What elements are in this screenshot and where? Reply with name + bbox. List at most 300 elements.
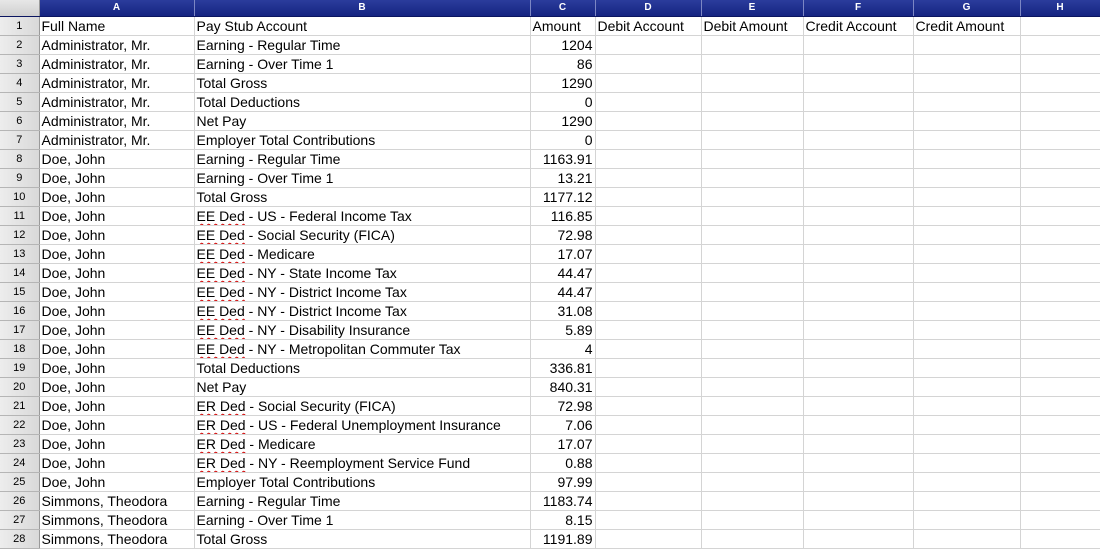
cell-empty[interactable] [701, 511, 803, 530]
row-header[interactable]: 12 [0, 226, 39, 245]
cell-empty[interactable] [595, 264, 701, 283]
select-all-corner[interactable] [0, 0, 39, 17]
cell-full-name[interactable]: Doe, John [39, 359, 194, 378]
row-header[interactable]: 24 [0, 454, 39, 473]
cell-header-credit-amount[interactable]: Credit Amount [913, 17, 1020, 36]
cell-empty[interactable] [701, 416, 803, 435]
cell-empty[interactable] [1020, 378, 1100, 397]
account-text: - Social Security (FICA) [244, 227, 395, 243]
cell-empty[interactable] [701, 93, 803, 112]
cell-empty[interactable] [803, 378, 913, 397]
cell-amount[interactable]: 1191.89 [530, 530, 595, 549]
table-row [0, 454, 1100, 473]
cell-amount[interactable]: 17.07 [530, 435, 595, 454]
table-row [0, 492, 1100, 511]
cell-pay-stub-account[interactable]: Total Gross [194, 74, 530, 93]
cell-empty[interactable] [1020, 245, 1100, 264]
row-header[interactable]: 18 [0, 340, 39, 359]
column-header-e[interactable]: E [701, 0, 803, 17]
cell-amount[interactable]: 1204 [530, 36, 595, 55]
row-header[interactable]: 27 [0, 511, 39, 530]
spellcheck-word: ER Ded [196, 455, 246, 471]
row-header[interactable]: 1 [0, 17, 39, 36]
cell-empty[interactable] [1020, 511, 1100, 530]
cell-empty[interactable] [1020, 55, 1100, 74]
cell-empty[interactable] [701, 150, 803, 169]
cell-empty[interactable] [913, 492, 1020, 511]
cell-header-debit-amount[interactable]: Debit Amount [701, 17, 803, 36]
row-header[interactable]: 4 [0, 74, 39, 93]
cell-full-name[interactable]: Doe, John [39, 226, 194, 245]
cell-empty[interactable] [803, 207, 913, 226]
cell-empty[interactable] [913, 435, 1020, 454]
cell-pay-stub-account[interactable]: Net Pay [194, 112, 530, 131]
account-text: - NY - State Income Tax [244, 265, 397, 281]
cell-amount[interactable]: 4 [530, 340, 595, 359]
cell-amount[interactable]: 0 [530, 93, 595, 112]
cell-empty[interactable] [803, 359, 913, 378]
cell-amount[interactable]: 72.98 [530, 226, 595, 245]
cell-empty[interactable] [701, 169, 803, 188]
cell-amount[interactable]: 0.88 [530, 454, 595, 473]
cell-empty[interactable] [595, 302, 701, 321]
cell-amount[interactable]: 44.47 [530, 264, 595, 283]
cell-empty[interactable] [1020, 112, 1100, 131]
cell-empty[interactable] [803, 264, 913, 283]
column-header-g[interactable]: G [913, 0, 1020, 17]
cell-pay-stub-account[interactable]: Total Deductions [194, 93, 530, 112]
cell-empty[interactable] [1020, 169, 1100, 188]
cell-empty[interactable] [595, 416, 701, 435]
cell-header-pay-stub-account[interactable]: Pay Stub Account [194, 17, 530, 36]
cell-pay-stub-account[interactable] [194, 264, 530, 283]
cell-empty[interactable] [1020, 454, 1100, 473]
cell-empty[interactable] [595, 245, 701, 264]
cell-empty[interactable] [913, 245, 1020, 264]
cell-empty[interactable] [913, 55, 1020, 74]
cell-full-name[interactable]: Doe, John [39, 416, 194, 435]
cell-empty[interactable] [701, 302, 803, 321]
cell-full-name[interactable]: Doe, John [39, 207, 194, 226]
cell-amount[interactable]: 0 [530, 131, 595, 150]
cell-empty[interactable] [803, 302, 913, 321]
cell-empty[interactable] [1020, 397, 1100, 416]
cell-empty[interactable] [595, 321, 701, 340]
table-row [0, 321, 1100, 340]
cell-empty[interactable] [595, 207, 701, 226]
cell-pay-stub-account[interactable] [194, 321, 530, 340]
table-row [0, 283, 1100, 302]
cell-pay-stub-account[interactable]: Earning - Over Time 1 [194, 511, 530, 530]
cell-empty[interactable] [913, 378, 1020, 397]
cell-empty[interactable] [913, 226, 1020, 245]
cell-empty[interactable] [701, 378, 803, 397]
table-row [0, 36, 1100, 55]
cell-empty[interactable] [913, 454, 1020, 473]
cell-header-full-name[interactable]: Full Name [39, 17, 194, 36]
cell-empty[interactable] [701, 207, 803, 226]
cell-empty[interactable] [803, 169, 913, 188]
cell-full-name[interactable]: Simmons, Theodora [39, 530, 194, 549]
cell-empty[interactable] [913, 302, 1020, 321]
cell-empty[interactable] [595, 150, 701, 169]
cell-empty[interactable] [701, 112, 803, 131]
cell-full-name[interactable]: Doe, John [39, 473, 194, 492]
cell-empty[interactable] [1020, 340, 1100, 359]
cell-empty[interactable] [803, 245, 913, 264]
cell-empty[interactable] [595, 36, 701, 55]
row-header[interactable]: 11 [0, 207, 39, 226]
column-header-h[interactable]: H [1020, 0, 1100, 17]
cell-pay-stub-account[interactable]: Total Deductions [194, 359, 530, 378]
row-header[interactable]: 14 [0, 264, 39, 283]
spellcheck-word: EE Ded [196, 322, 245, 338]
cell-full-name[interactable]: Administrator, Mr. [39, 93, 194, 112]
cell-pay-stub-account[interactable] [194, 302, 530, 321]
table-row [0, 530, 1100, 549]
cell-pay-stub-account[interactable]: Earning - Over Time 1 [194, 55, 530, 74]
spellcheck-word: EE Ded [196, 284, 245, 300]
cell-empty[interactable] [803, 150, 913, 169]
cell-empty[interactable] [701, 74, 803, 93]
cell-empty[interactable] [701, 435, 803, 454]
cell-full-name[interactable]: Doe, John [39, 150, 194, 169]
spellcheck-word: ER Ded [196, 436, 246, 452]
cell-full-name[interactable]: Doe, John [39, 188, 194, 207]
cell-empty[interactable] [803, 511, 913, 530]
cell-empty[interactable] [595, 131, 701, 150]
cell-full-name[interactable]: Doe, John [39, 169, 194, 188]
cell-empty[interactable] [803, 321, 913, 340]
column-header-row [0, 0, 1100, 17]
cell-empty[interactable] [913, 188, 1020, 207]
table-row [0, 17, 1100, 36]
cell-pay-stub-account[interactable] [194, 207, 530, 226]
cell-amount[interactable]: 1163.91 [530, 150, 595, 169]
cell-empty[interactable] [1020, 416, 1100, 435]
cell-amount[interactable]: 336.81 [530, 359, 595, 378]
cell-full-name[interactable]: Doe, John [39, 340, 194, 359]
column-header-d[interactable]: D [595, 0, 701, 17]
cell-pay-stub-account[interactable]: Employer Total Contributions [194, 473, 530, 492]
cell-empty[interactable] [701, 340, 803, 359]
row-header[interactable]: 25 [0, 473, 39, 492]
cell-pay-stub-account[interactable] [194, 435, 530, 454]
cell-empty[interactable] [913, 150, 1020, 169]
cell-pay-stub-account[interactable]: Earning - Regular Time [194, 492, 530, 511]
cell-empty[interactable] [595, 359, 701, 378]
cell-empty[interactable] [803, 473, 913, 492]
cell-empty[interactable] [913, 131, 1020, 150]
cell-empty[interactable] [913, 283, 1020, 302]
cell-empty[interactable] [595, 492, 701, 511]
cell-empty[interactable] [803, 492, 913, 511]
cell-empty[interactable] [1020, 131, 1100, 150]
cell-empty[interactable] [913, 264, 1020, 283]
spellcheck-word: ER Ded [196, 398, 246, 414]
table-row [0, 397, 1100, 416]
cell-pay-stub-account[interactable] [194, 226, 530, 245]
spellcheck-word: EE Ded [196, 246, 245, 262]
cell-empty[interactable] [595, 530, 701, 549]
cell-empty[interactable] [913, 340, 1020, 359]
cell-empty[interactable] [803, 74, 913, 93]
cell-empty[interactable] [595, 435, 701, 454]
cell-empty[interactable] [595, 226, 701, 245]
row-header[interactable]: 21 [0, 397, 39, 416]
cell-full-name[interactable]: Simmons, Theodora [39, 511, 194, 530]
account-text: - US - Federal Unemployment Insurance [245, 417, 501, 433]
cell-pay-stub-account[interactable]: Earning - Regular Time [194, 150, 530, 169]
cell-empty[interactable] [595, 511, 701, 530]
row-header[interactable]: 22 [0, 416, 39, 435]
cell-empty[interactable] [701, 359, 803, 378]
row-header[interactable]: 28 [0, 530, 39, 549]
cell-empty[interactable] [595, 93, 701, 112]
cell-full-name[interactable]: Administrator, Mr. [39, 74, 194, 93]
cell-empty[interactable] [1020, 226, 1100, 245]
cell-full-name[interactable]: Doe, John [39, 397, 194, 416]
cell-amount[interactable]: 1177.12 [530, 188, 595, 207]
cell-empty[interactable] [701, 55, 803, 74]
cell-empty[interactable] [595, 74, 701, 93]
table-row [0, 245, 1100, 264]
cell-empty[interactable] [913, 93, 1020, 112]
cell-empty[interactable] [1020, 492, 1100, 511]
table-row [0, 340, 1100, 359]
cell-empty[interactable] [1020, 17, 1100, 36]
cell-pay-stub-account[interactable] [194, 416, 530, 435]
cell-full-name[interactable]: Administrator, Mr. [39, 131, 194, 150]
cell-empty[interactable] [803, 93, 913, 112]
cell-empty[interactable] [595, 454, 701, 473]
row-header[interactable]: 8 [0, 150, 39, 169]
cell-header-credit-account[interactable]: Credit Account [803, 17, 913, 36]
row-header[interactable]: 23 [0, 435, 39, 454]
cell-empty[interactable] [701, 492, 803, 511]
cell-full-name[interactable]: Doe, John [39, 302, 194, 321]
cell-empty[interactable] [913, 74, 1020, 93]
cell-empty[interactable] [595, 397, 701, 416]
cell-empty[interactable] [595, 283, 701, 302]
cell-empty[interactable] [803, 435, 913, 454]
cell-empty[interactable] [1020, 302, 1100, 321]
cell-empty[interactable] [595, 169, 701, 188]
cell-empty[interactable] [1020, 321, 1100, 340]
cell-amount[interactable]: 97.99 [530, 473, 595, 492]
row-header[interactable]: 20 [0, 378, 39, 397]
cell-amount[interactable]: 840.31 [530, 378, 595, 397]
cell-empty[interactable] [701, 473, 803, 492]
row-header[interactable]: 2 [0, 36, 39, 55]
row-header[interactable]: 3 [0, 55, 39, 74]
table-row [0, 416, 1100, 435]
table-row [0, 264, 1100, 283]
row-header[interactable]: 16 [0, 302, 39, 321]
cell-empty[interactable] [701, 226, 803, 245]
cell-empty[interactable] [803, 340, 913, 359]
cell-empty[interactable] [803, 416, 913, 435]
cell-pay-stub-account[interactable] [194, 340, 530, 359]
cell-full-name[interactable]: Doe, John [39, 454, 194, 473]
cell-pay-stub-account[interactable] [194, 397, 530, 416]
table-row [0, 302, 1100, 321]
cell-empty[interactable] [913, 321, 1020, 340]
account-text: - NY - District Income Tax [244, 284, 407, 300]
cell-empty[interactable] [701, 188, 803, 207]
cell-empty[interactable] [595, 473, 701, 492]
table-row [0, 188, 1100, 207]
cell-empty[interactable] [913, 397, 1020, 416]
cell-full-name[interactable]: Doe, John [39, 435, 194, 454]
cell-empty[interactable] [913, 473, 1020, 492]
cell-amount[interactable]: 1183.74 [530, 492, 595, 511]
cell-empty[interactable] [1020, 150, 1100, 169]
cell-full-name[interactable]: Doe, John [39, 283, 194, 302]
column-header-f[interactable]: F [803, 0, 913, 17]
cell-empty[interactable] [595, 188, 701, 207]
cell-header-amount[interactable]: Amount [530, 17, 595, 36]
row-header[interactable]: 10 [0, 188, 39, 207]
table-row [0, 131, 1100, 150]
cell-full-name[interactable]: Doe, John [39, 264, 194, 283]
cell-full-name[interactable]: Doe, John [39, 245, 194, 264]
table-row [0, 207, 1100, 226]
table-row [0, 435, 1100, 454]
cell-pay-stub-account[interactable]: Earning - Over Time 1 [194, 169, 530, 188]
row-header[interactable]: 19 [0, 359, 39, 378]
cell-empty[interactable] [1020, 74, 1100, 93]
cell-amount[interactable]: 44.47 [530, 283, 595, 302]
cell-empty[interactable] [701, 283, 803, 302]
cell-amount[interactable]: 1290 [530, 112, 595, 131]
table-row [0, 93, 1100, 112]
cell-empty[interactable] [1020, 36, 1100, 55]
account-text: - Medicare [245, 436, 316, 452]
cell-pay-stub-account[interactable] [194, 454, 530, 473]
cell-empty[interactable] [595, 55, 701, 74]
cell-empty[interactable] [1020, 207, 1100, 226]
cell-amount[interactable]: 13.21 [530, 169, 595, 188]
cell-pay-stub-account[interactable] [194, 245, 530, 264]
row-header[interactable]: 17 [0, 321, 39, 340]
row-header[interactable]: 26 [0, 492, 39, 511]
cell-empty[interactable] [1020, 188, 1100, 207]
table-row [0, 74, 1100, 93]
cell-empty[interactable] [701, 264, 803, 283]
cell-full-name[interactable]: Administrator, Mr. [39, 36, 194, 55]
cell-empty[interactable] [803, 55, 913, 74]
cell-amount[interactable]: 72.98 [530, 397, 595, 416]
cell-empty[interactable] [913, 207, 1020, 226]
spellcheck-word: EE Ded [196, 265, 245, 281]
cell-pay-stub-account[interactable]: Total Gross [194, 188, 530, 207]
row-header[interactable]: 15 [0, 283, 39, 302]
cell-header-debit-account[interactable]: Debit Account [595, 17, 701, 36]
row-header[interactable]: 7 [0, 131, 39, 150]
cell-amount[interactable]: 1290 [530, 74, 595, 93]
cell-empty[interactable] [803, 36, 913, 55]
row-header[interactable]: 6 [0, 112, 39, 131]
cell-empty[interactable] [803, 397, 913, 416]
cell-amount[interactable]: 5.89 [530, 321, 595, 340]
spellcheck-word: EE Ded [196, 303, 245, 319]
row-header[interactable]: 9 [0, 169, 39, 188]
cell-empty[interactable] [595, 378, 701, 397]
cell-empty[interactable] [701, 321, 803, 340]
column-header-c[interactable]: C [530, 0, 595, 17]
cell-amount[interactable]: 116.85 [530, 207, 595, 226]
cell-empty[interactable] [701, 397, 803, 416]
cell-full-name[interactable]: Simmons, Theodora [39, 492, 194, 511]
account-text: - NY - Disability Insurance [244, 322, 411, 338]
cell-empty[interactable] [1020, 93, 1100, 112]
cell-empty[interactable] [803, 454, 913, 473]
cell-empty[interactable] [803, 226, 913, 245]
column-header-b[interactable]: B [194, 0, 530, 17]
cell-empty[interactable] [803, 131, 913, 150]
cell-pay-stub-account[interactable]: Total Gross [194, 530, 530, 549]
cell-empty[interactable] [803, 112, 913, 131]
cell-empty[interactable] [595, 112, 701, 131]
cell-empty[interactable] [803, 530, 913, 549]
cell-empty[interactable] [701, 454, 803, 473]
cell-empty[interactable] [1020, 283, 1100, 302]
cell-empty[interactable] [701, 530, 803, 549]
cell-pay-stub-account[interactable]: Earning - Regular Time [194, 36, 530, 55]
cell-empty[interactable] [701, 36, 803, 55]
cell-empty[interactable] [1020, 359, 1100, 378]
cell-empty[interactable] [1020, 473, 1100, 492]
cell-amount[interactable]: 7.06 [530, 416, 595, 435]
cell-full-name[interactable]: Administrator, Mr. [39, 55, 194, 74]
spellcheck-word: EE Ded [196, 227, 245, 243]
table-row [0, 473, 1100, 492]
cell-full-name[interactable]: Doe, John [39, 378, 194, 397]
cell-empty[interactable] [913, 112, 1020, 131]
cell-amount[interactable]: 8.15 [530, 511, 595, 530]
cell-empty[interactable] [913, 36, 1020, 55]
cell-empty[interactable] [803, 188, 913, 207]
cell-amount[interactable]: 17.07 [530, 245, 595, 264]
cell-empty[interactable] [913, 511, 1020, 530]
account-text: - NY - Metropolitan Commuter Tax [244, 341, 461, 357]
cell-full-name[interactable]: Doe, John [39, 321, 194, 340]
cell-empty[interactable] [1020, 264, 1100, 283]
cell-empty[interactable] [913, 416, 1020, 435]
cell-empty[interactable] [913, 530, 1020, 549]
cell-full-name[interactable]: Administrator, Mr. [39, 112, 194, 131]
cell-empty[interactable] [1020, 435, 1100, 454]
cell-amount[interactable]: 31.08 [530, 302, 595, 321]
cell-empty[interactable] [1020, 530, 1100, 549]
cell-empty[interactable] [701, 245, 803, 264]
column-header-a[interactable]: A [39, 0, 194, 17]
cell-empty[interactable] [595, 340, 701, 359]
account-text: - NY - Reemployment Service Fund [245, 455, 471, 471]
table-row [0, 511, 1100, 530]
row-header[interactable]: 13 [0, 245, 39, 264]
cell-empty[interactable] [701, 131, 803, 150]
row-header[interactable]: 5 [0, 93, 39, 112]
cell-empty[interactable] [803, 283, 913, 302]
cell-pay-stub-account[interactable]: Employer Total Contributions [194, 131, 530, 150]
cell-pay-stub-account[interactable] [194, 283, 530, 302]
cell-amount[interactable]: 86 [530, 55, 595, 74]
cell-pay-stub-account[interactable]: Net Pay [194, 378, 530, 397]
cell-empty[interactable] [913, 169, 1020, 188]
cell-empty[interactable] [913, 359, 1020, 378]
